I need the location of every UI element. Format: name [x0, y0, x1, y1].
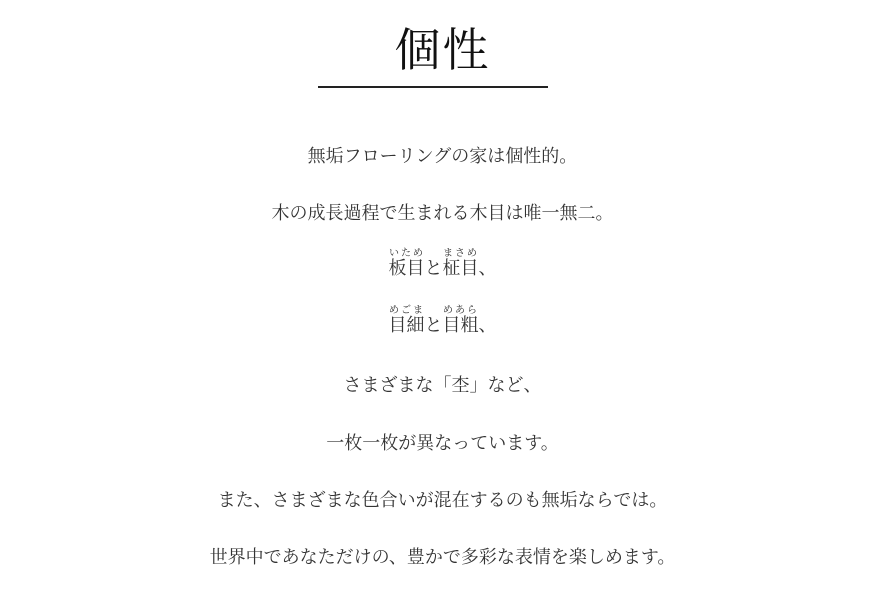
ruby-line-texture [0, 305, 885, 338]
comma-2: 、 [478, 315, 497, 336]
text-line-2: 木の成長過程で生まれる木目は唯一無二。 [271, 203, 614, 224]
comma-1: 、 [478, 258, 497, 279]
word-masame: 柾目 [442, 258, 479, 279]
ruby-itame [388, 248, 425, 279]
reading-meara: めあら [442, 305, 479, 316]
word-megoma: 目細 [388, 315, 425, 336]
reading-megoma: めごま [388, 305, 425, 316]
page-title: 個性 [394, 23, 491, 77]
ruby-megoma [388, 305, 425, 336]
connector-to-2: と [424, 315, 443, 336]
connector-to-1: と [424, 258, 443, 279]
reading-masame: まさめ [442, 248, 479, 259]
word-itame: 板目 [388, 258, 425, 279]
title-underline [318, 86, 548, 88]
text-line-1: 無垢フローリングの家は個性的。 [307, 146, 578, 167]
ruby-masame [442, 248, 479, 279]
ruby-line-grain [0, 248, 885, 281]
text-line-5: また、さまざまな色合いが混在するのも無垢ならでは。 [217, 490, 668, 511]
text-line-6: 世界中であなただけの、豊かで多彩な表情を楽しめます。 [209, 547, 676, 568]
reading-itame: いため [388, 248, 425, 259]
ruby-meara [442, 305, 479, 336]
text-line-4: 一枚一枚が異なっています。 [326, 433, 559, 454]
text-line-3: さまざまな「杢」など、 [343, 375, 542, 396]
word-meara: 目粗 [442, 315, 479, 336]
